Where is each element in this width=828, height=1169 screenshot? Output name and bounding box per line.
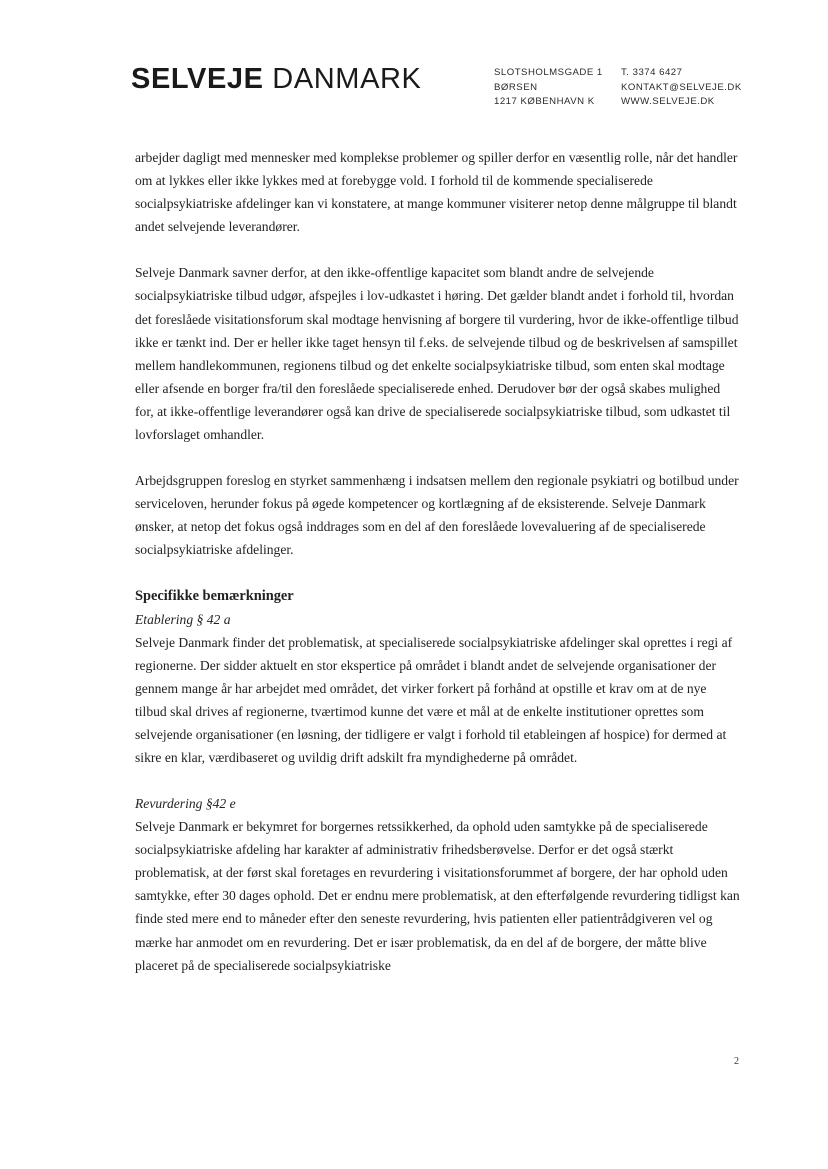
letterhead xyxy=(0,0,828,130)
address-line: BØRSEN xyxy=(494,81,538,93)
phone-line: T. 3374 6427 xyxy=(621,67,683,78)
paragraph: Arbejdsgruppen foreslog en styrket sammenhæng i indsatsen mellem den regionale psykiatri og botilbud under serviceloven, herunder fokus på øgede kompetencer og kortlægning af de eksisterende. Selveje Danmark ønsker, at netop det fokus også inddrages som en del af den foreslåede lovevaluering af de specialiserede socialpsykiatriske afdelinger. xyxy=(135,473,739,558)
page-number: 2 xyxy=(734,1056,739,1067)
document-body xyxy=(135,146,741,977)
subsection-title: Etablering § 42 a xyxy=(135,611,231,627)
paragraph: arbejder dagligt med mennesker med komplekse problemer og spiller derfor en væsentlig rolle, når det handler om at lykkes eller ikke lykkes med at forebygge vold. I forhold til de kommende specialiserede socialpsykiatriske afdelinger kan vi konstatere, at mange kommuner visiterer netop denne målgruppe til blandt andet selvejende leverandører. xyxy=(135,150,738,235)
website-line: WWW.SELVEJE.DK xyxy=(621,96,715,107)
logo xyxy=(131,62,422,96)
email-line: KONTAKT@SELVEJE.DK xyxy=(621,81,742,93)
contact-block xyxy=(621,66,742,110)
paragraph: Selveje Danmark finder det problematisk, at specialiserede socialpsykiatriske afdelinger skal oprettes i regi af regionerne. Der sidder aktuelt en stor ekspertice på området i blandt andet de selvejende organisationer der gennem mange år har arbejdet med området, det virker forkert på forhånd at opstille et krav om at de nye tilbud skal drives af regionerne, tværtimod kunne det være et mål at de enkelte institutioner oprettes som selvejende organisationer (en løsning, der tidligere er valgt i forhold til etableingen af hospice) for dermed at sikre en klar, værdibaseret og uvildig drift adskilt fra myndighederne på området. xyxy=(135,634,733,765)
address-line: 1217 KØBENHAVN K xyxy=(494,96,595,107)
paragraph: Selveje Danmark savner derfor, at den ikke-offentlige kapacitet som blandt andre de selvejende socialpsykiatriske tilbud udgør, afspejles i lov-udkastet i høring. Det gælder blandt andet i forhold til, hvordan det foreslåede visitationsforum skal modtage henvisning af borgere til vurdering, hvor de ikke-offentlige tilbud ikke er tænkt ind. Der er heller ikke taget hensyn til f.eks. de selvejende tilbud og de beskrivelsen af samspillet mellem handlekommunen, regionens tilbud og det enkelte socialpsykiatriske tilbud, som enten skal modtage eller afsende en borger fra/til den foreslåede specialiserede enhed. Derudover bør der også skabes mulighed for, at ikke-offentlige leverandører også kan drive de specialiserede socialpsykiatriske tilbud, som udkastet til lovforslaget omhandler. xyxy=(135,265,739,443)
address-block xyxy=(494,66,603,110)
section-heading: Specifikke bemærkninger xyxy=(135,587,294,604)
subsection-title: Revurdering §42 e xyxy=(135,796,236,812)
logo-light-word: DANMARK xyxy=(272,63,422,95)
paragraph: Selveje Danmark er bekymret for borgernes retssikkerhed, da ophold uden samtykke på de specialiserede socialpsykiatriske afdeling har karakter af administrativ frihedsberøvelse. Derfor er det også stærkt problematisk, at der først skal foretages en revurdering i visitationsforummet af borgere, der har ophold uden samtykke, efter 30 dages ophold. Det er endnu mere problematisk, at den efterfølgende revurdering tidligst kan finde sted mere end to måneder efter den seneste revurdering, hvis patienten eller patientrådgiveren vel og mærke har anmodet om en revurdering. Det er især problematisk, da en del af de borgere, der måtte blive placeret på de specialiserede socialpsykiatriske xyxy=(135,819,740,973)
address-line: SLOTSHOLMSGADE 1 xyxy=(494,67,603,78)
logo-bold-word: SELVEJE xyxy=(131,63,264,95)
